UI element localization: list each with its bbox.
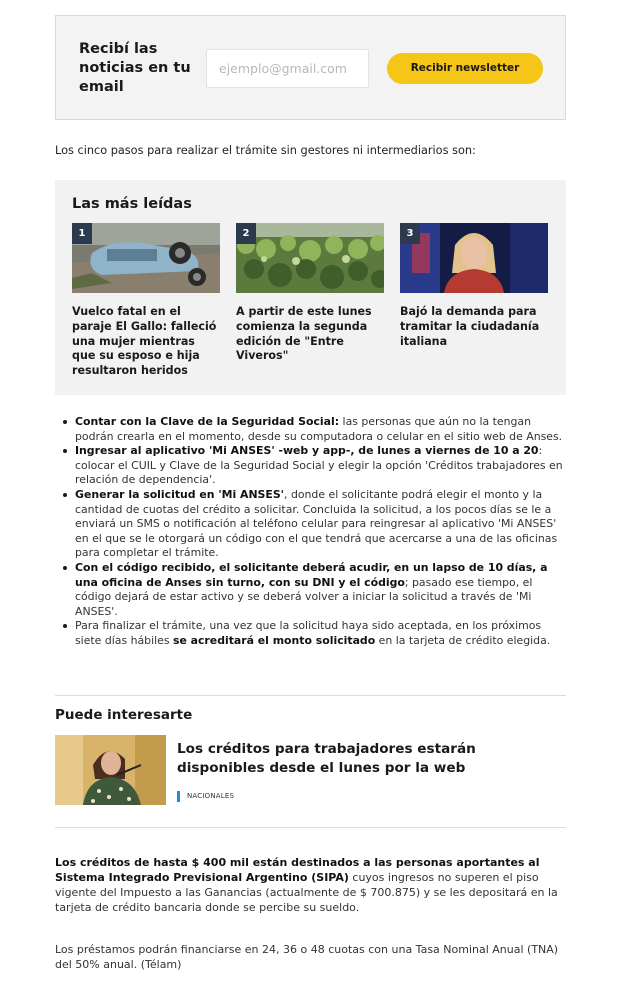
most-read-item[interactable] <box>72 223 220 379</box>
related-section-title: Puede interesarte <box>55 707 193 723</box>
most-read-item[interactable] <box>400 223 548 349</box>
newsletter-title: Recibí las noticias en tu email <box>79 41 191 95</box>
article-thumbnail[interactable] <box>400 223 548 293</box>
rank-badge: 1 <box>72 223 92 244</box>
body-paragraph <box>55 855 567 915</box>
rank-badge: 3 <box>400 223 420 244</box>
article-headline[interactable]: Bajó la demanda para tramitar la ciudadanía italiana <box>400 305 540 348</box>
related-article-thumbnail[interactable] <box>55 735 166 805</box>
article-headline[interactable]: A partir de este lunes comienza la segunda edición de "Entre Viveros" <box>236 305 372 363</box>
divider <box>55 695 566 696</box>
newsletter-box <box>55 15 566 120</box>
newsletter-email-input[interactable] <box>206 49 369 88</box>
step-bold-text: Generar la solicitud en 'Mi ANSES' <box>75 487 285 501</box>
article-thumbnail[interactable] <box>236 223 384 293</box>
newsletter-subscribe-button[interactable]: Recibir newsletter <box>387 53 543 84</box>
step-bold-text: Contar con la Clave de la Seguridad Social: <box>75 415 340 428</box>
step-text: , donde el solicitante podrá elegir el monto y la cantidad de cuotas del crédito a solicitar. Concluida la solicitud, a los pocos días se le a enviará un SMS o notificación al teléfono celular para reingresar al aplicativo 'Mi ANSES' en el que se le otorgará un código con el que tendrá que acercarse a una de las oficinas para completar el trámite. <box>75 487 558 560</box>
intro-text: Los cinco pasos para realizar el trámite sin gestores ni intermediarios son: <box>55 144 476 157</box>
step-text: ; pasado ese tiempo, el código dejará de estar activo y se deberá volver a iniciar la solicitud a través de 'Mi ANSES'. <box>75 575 533 618</box>
body-paragraph: Los préstamos podrán financiarse en 24, 36 o 48 cuotas con una Tasa Nominal Anual (TNA) del 50% anual. (Télam) <box>55 943 559 971</box>
most-read-item[interactable] <box>236 223 384 364</box>
divider <box>55 827 566 828</box>
related-article-headline[interactable]: Los créditos para trabajadores estarán disponibles desde el lunes por la web <box>177 741 476 776</box>
most-read-title: Las más leídas <box>72 196 192 212</box>
step-text: en la tarjeta de crédito elegida. <box>375 633 551 647</box>
most-read-section <box>55 180 566 395</box>
overturned-car-image <box>72 223 220 293</box>
step-bold-text: Con el código recibido, el solicitante deberá acudir, en un lapso de 10 días, a una oficina de Anses sin turno, con su DNI y el código <box>75 560 548 589</box>
steps-list <box>60 415 570 649</box>
list-item <box>60 561 570 619</box>
step-bold-text: se acreditará el monto solicitado <box>172 633 376 647</box>
step-text: : colocar el CUIL y Clave de la Seguridad Social y elegir la opción 'Créditos trabajadores en relación de dependencia'. <box>75 444 563 487</box>
section-tag[interactable]: NACIONALES <box>177 791 234 802</box>
list-item <box>60 619 570 648</box>
plant-nursery-image <box>236 223 384 293</box>
article-headline[interactable]: Vuelco fatal en el paraje El Gallo: falleció una mujer mientras que su esposo e hija resultaron heridos <box>72 305 217 378</box>
paragraph-text: cuyos ingresos no superen el piso vigente del Impuesto a las Ganancias (actualmente de $ 700.875) y se les depositará en la tarjeta de crédito bancaria donde se percibe su sueldo. <box>55 871 558 914</box>
article-thumbnail[interactable] <box>72 223 220 293</box>
step-text: las personas que aún no la tengan podrán crearla en el momento, desde su computadora o celular en el sitio web de Anses. <box>75 415 563 443</box>
tv-interview-image <box>400 223 548 293</box>
list-item <box>60 415 570 444</box>
step-text: Para finalizar el trámite, una vez que la solicitud haya sido aceptada, en los próximos siete días hábiles <box>75 619 542 647</box>
related-article-card[interactable] <box>55 735 566 807</box>
rank-badge: 2 <box>236 223 256 244</box>
list-item <box>60 444 570 488</box>
paragraph-bold-text: Los créditos de hasta $ 400 mil están destinados a las personas aportantes al Sistema Integrado Previsional Argentino (SIPA) <box>55 856 540 884</box>
step-bold-text: Ingresar al aplicativo 'Mi ANSES' -web y app-, de lunes a viernes de 10 a 20 <box>75 444 539 458</box>
speaker-photo-image <box>55 735 166 805</box>
list-item <box>60 488 570 561</box>
